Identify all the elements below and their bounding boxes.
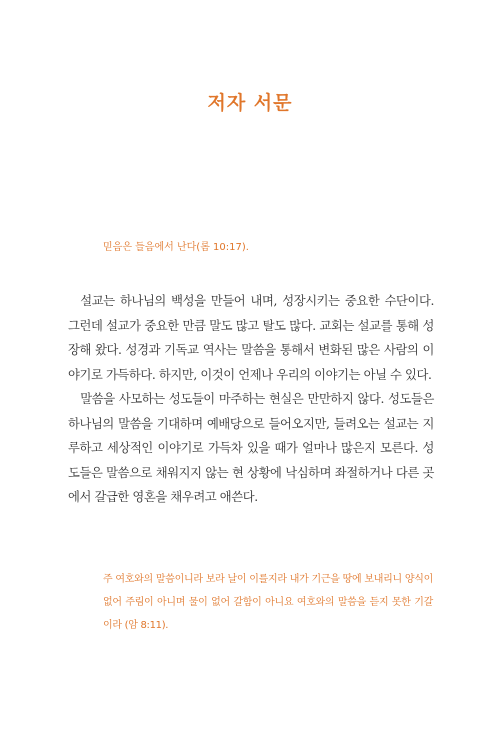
- page-title: 저자 서문: [207, 92, 293, 114]
- body-paragraph-2: 말씀을 사모하는 성도들이 마주하는 현실은 만만하지 않다. 성도들은 하나님의 말씀을 기대하며 예배당으로 들어오지만, 들려오는 설교는 지루하고 세상적인 이야기로 가득차 있을 때가 얼마나 많은지 모른다. 성도들은 말씀으로 채워지지 않는 현 상황에 낙심하며 좌절하거나 다른 곳에서 갈급한 영혼을 채우려고 애쓴다.: [68, 392, 434, 504]
- scripture-quote: 주 여호와의 말씀이니라 보라 날이 이를지라 내가 기근을 땅에 보내리니 양식이 없어 주림이 아니며 물이 없어 갈함이 아니요 여호와의 말씀을 듣지 못한 기갈이라 (암 8:11).: [103, 574, 433, 631]
- epigraph-verse: 믿음은 들음에서 난다(롬 10:17).: [103, 242, 249, 253]
- body-paragraph-1: 설교는 하나님의 백성을 만들어 내며, 성장시키는 중요한 수단이다. 그런데 설교가 중요한 만큼 말도 많고 탈도 많다. 교회는 설교를 통해 성장해 왔다. 성경과 기독교 역사는 말씀을 통해서 변화된 많은 사람의 이야기로 가득하다. 하지만, 이것이 언제나 우리의 이야기는 아닐 수 있다.: [68, 294, 434, 382]
- body-text: [68, 289, 434, 510]
